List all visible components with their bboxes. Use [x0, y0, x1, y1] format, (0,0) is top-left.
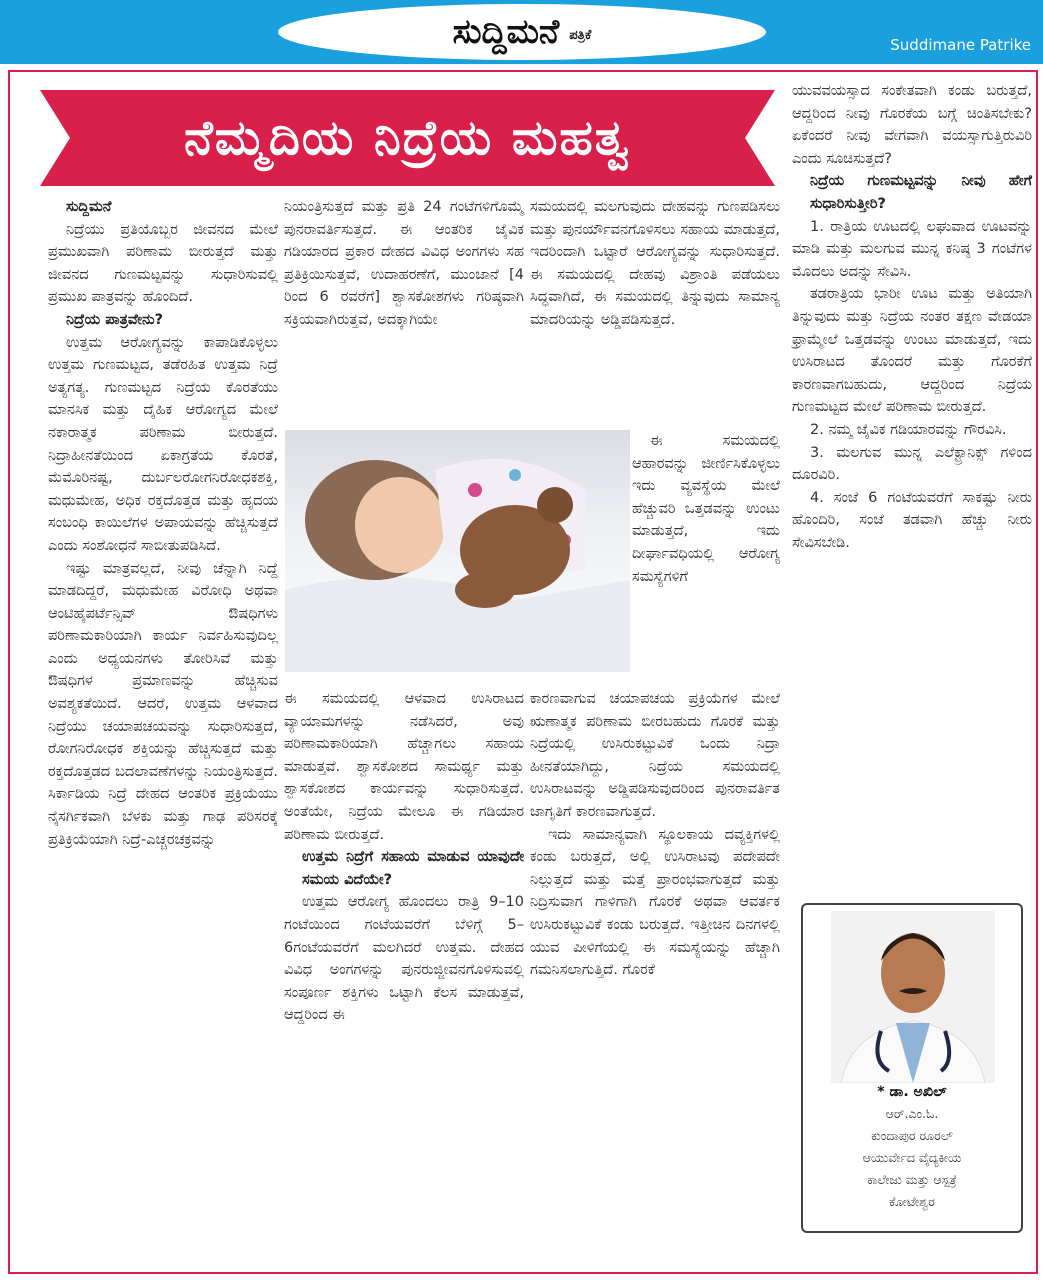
sleeping-child-illustration [285, 430, 630, 672]
author-title: ಆರ್.ಎಂ.ಓ. [885, 1106, 939, 1121]
paragraph: 3. ಮಲಗುವ ಮುನ್ನ ಎಲೆಕ್ಟ್ರಾನಿಕ್ಸ್ ಗಳಿಂದ ದೂರವಿರಿ. [792, 444, 1032, 484]
sleeping-child-photo [285, 430, 630, 672]
byline: ಸುದ್ದಿಮನೆ [66, 199, 112, 215]
brand-english: Suddimane Patrike [890, 36, 1031, 54]
author-location: ಕೋಟೇಶ್ವರ [889, 1194, 935, 1209]
logo-subtext: ಪತ್ರಿಕೆ [569, 27, 592, 43]
column-3-bottom [530, 688, 780, 982]
paragraph: ಈ ಸಮಯದಲ್ಲಿ ಆಳವಾದ ಉಸಿರಾಟದ ವ್ಯಾಯಾಮಗಳನ್ನು ನಡೆಸಿದರೆ, ಅವು ಪರಿಣಾಮಕಾರಿಯಾಗಿ ಹೆಚ್ಚಾಗಲು ಸಹಾಯ ಮಾಡುತ್ತವೆ. ಶ್ವಾಸಕೋಶದ ಸಾಮರ್ಥ್ಯ ಮತ್ತು ಶ್ವಾಸಕೋಶದ ಕಾರ್ಯವನ್ನು ಸುಧಾರಿಸುತ್ತದೆ. ಅಂತೆಯೇ, ನಿದ್ರೆಯ ಮೇಲೂ ಈ ಗಡಿಯಾರ ಪರಿಣಾಮ ಬೀರುತ್ತದೆ. [284, 691, 524, 843]
paragraph: ಯುವವಯಸ್ಸಾದ ಸಂಕೇತವಾಗಿ ಕಂಡು ಬರುತ್ತದೆ, ಆದ್ದರಿಂದ ನೀವು ಗೊರಕೆಯ ಬಗ್ಗೆ ಚಿಂತಿಸಬೇಕು? ಏಕೆಂದರೆ ನೀವು ವೇಗವಾಗಿ ವಯಸ್ಸಾಗುತ್ತಿರುವಿರಿ ಎಂದು ಸೂಚಿಸುತ್ತದೆ? [792, 83, 1032, 167]
column-3-top [530, 196, 780, 332]
paragraph: ಉತ್ತಮ ಆರೋಗ್ಯವನ್ನು ಕಾಪಾಡಿಕೊಳ್ಳಲು ಉತ್ತಮ ಗುಣಮಟ್ಟದ, ತಡೆರಹಿತ ಉತ್ತಮ ನಿದ್ರೆ ಅತ್ಯಗತ್ಯ. ಗುಣಮಟ್ಟದ ನಿದ್ರೆಯ ಕೊರತೆಯು ಮಾನಸಿಕ ಮತ್ತು ದೈಹಿಕ ಆರೋಗ್ಯದ ಮೇಲೆ ನಕಾರಾತ್ಮಕ ಪರಿಣಾಮ ಬೀರುತ್ತದೆ. ನಿದ್ರಾಹೀನತೆಯಿಂದ ಏಕಾಗ್ರತೆಯ ಕೊರತೆ, ಮೆಮೊರಿನಷ್ಟ, ದುರ್ಬಲರೋಗನಿರೋಧಕಶಕ್ತಿ, ಮಧುಮೇಹ, ಅಧಿಕ ರಕ್ತದೊತ್ತಡ ಮತ್ತು ಹೃದಯ ಸಂಬಂಧಿ ಕಾಯಿಲೆಗಳ ಅಪಾಯವನ್ನು ಹೆಚ್ಚಿಸುತ್ತದೆ ಎಂದು ಸಂಶೋಧನೆ ಸಾಬೀತುಪಡಿಸಿದೆ. [48, 334, 278, 554]
paragraph: ಕಾರಣವಾಗುವ ಚಯಾಪಚಯ ಪ್ರಕ್ರಿಯೆಗಳ ಮೇಲೆ ಋಣಾತ್ಮಕ ಪರಿಣಾಮ ಬೀರಬಹುದು ಗೊರಕೆ ಮತ್ತು ನಿದ್ರೆಯಲ್ಲಿ ಉಸಿರುಕಟ್ಟುವಿಕೆ ಒಂದು ನಿದ್ರಾ ಹೀನತೆಯಾಗಿದ್ದು, ನಿದ್ರೆಯ ಸಮಯದಲ್ಲಿ ಉಸಿರಾಟವನ್ನು ಅಡ್ಡಿಪಡಿಸುವುದರಿಂದ ಪುನರಾವರ್ತಿತ ಜಾಗೃತಿಗೆ ಕಾರಣವಾಗುತ್ತದೆ. [530, 691, 780, 820]
author-affiliation: ಕುಂದಾಪುರ ರೂರಲ್ [871, 1128, 953, 1143]
subheading: ಉತ್ತಮ ನಿದ್ರೆಗೆ ಸಹಾಯ ಮಾಡುವ ಯಾವುದೇ ಸಮಯ ವಿದೆಯೇ? [302, 849, 524, 888]
paragraph: ತಡರಾತ್ರಿಯ ಭಾರೀ ಊಟ ಮತ್ತು ಅತಿಯಾಗಿ ತಿನ್ನುವುದು ಮತ್ತು ನಿದ್ರೆಯ ನಂತರ ತಕ್ಷಣ ವೇಡಯಾ ಫ್ರಾಮ್ಮೇಲೆ ಒತ್ತಡವನ್ನು ಉಂಟು ಮಾಡುತ್ತದೆ, ಇದು ಉಸಿರಾಟದ ತೊಂದರೆ ಮತ್ತು ಗೊರಕೆಗೆ ಕಾರಣವಾಗಬಹುದು, ಆದ್ದರಿಂದ ನಿದ್ರೆಯ ಗುಣಮಟ್ಟದ ಮೇಲೆ ಪರಿಣಾಮ ಬೀರುತ್ತದೆ. [792, 286, 1032, 416]
title-banner [40, 90, 775, 186]
column-4 [792, 80, 1032, 554]
author-caption [803, 1081, 1021, 1213]
column-2-top [284, 196, 524, 332]
doctor-portrait-illustration [831, 911, 995, 1083]
paragraph: ನಿಯಂತ್ರಿಸುತ್ತದೆ ಮತ್ತು ಪ್ರತಿ 24 ಗಂಟೆಗಳಿಗೊಮ್ಮೆ ಪುನರಾವರ್ತಿಸುತ್ತದೆ. ಈ ಆಂತರಿಕ ಜೈವಿಕ ಗಡಿಯಾರದ ಪ್ರಕಾರ ದೇಹದ ವಿವಿಧ ಅಂಗಗಳು ಸಹ ಪ್ರತಿಕ್ರಿಯಿಸುತ್ತವೆ, ಉದಾಹರಣೆಗೆ, ಮುಂಜಾನೆ [4 ರಿಂದ 6 ರವರೆಗೆ] ಶ್ವಾಸಕೋಶಗಳು ಗರಿಷ್ಠವಾಗಿ ಸಕ್ರಿಯವಾಗಿರುತ್ತವೆ, ಅದಕ್ಕಾಗಿಯೇ [284, 199, 524, 328]
column-1 [48, 196, 278, 851]
subheading: ನಿದ್ರೆಯ ಗುಣಮಟ್ಟವನ್ನು ನೀವು ಹೇಗೆ ಸುಧಾರಿಸುತ್ತೀರಿ? [810, 173, 1032, 212]
paragraph: 2. ನಮ್ಮ ಜೈವಿಕ ಗಡಿಯಾರವನ್ನು ಗೌರವಿಸಿ. [810, 421, 1007, 438]
logo-text: ಸುದ್ದಿಮನೆ [452, 12, 560, 52]
column-2-bottom [284, 688, 524, 1027]
author-box [801, 903, 1023, 1233]
paragraph: ನಿದ್ರೆಯು ಪ್ರತಿಯೊಬ್ಬರ ಜೀವನದ ಮೇಲೆ ಪ್ರಮುಖವಾಗಿ ಪರಿಣಾಮ ಬೀರುತ್ತದೆ ಮತ್ತು ಜೀವನದ ಗುಣಮಟ್ಟವನ್ನು ಸುಧಾರಿಸುವಲ್ಲಿ ಪ್ರಮುಖ ಪಾತ್ರವನ್ನು ಹೊಂದಿದೆ. [48, 221, 278, 306]
author-affiliation: ಆಯುರ್ವೇದ ವೈದ್ಯಕೀಯ [862, 1150, 962, 1165]
paragraph: ಉತ್ತಮ ಆರೋಗ್ಯ ಹೊಂದಲು ರಾತ್ರಿ 9–10 ಗಂಟೆಯಿಂದ ಗಂಟೆಯವರೆಗೆ ಬೆಳಿಗ್ಗೆ 5–6ಗಂಟೆಯವರೆಗೆ ಮಲಗಿದರೆ ಉತ್ತಮ. ದೇಹದ ವಿವಿಧ ಅಂಗಗಳನ್ನು ಪುನರುಜ್ಜೀವನಗೊಳಿಸುವಲ್ಲಿ ಸಂಪೂರ್ಣ ಶಕ್ತಿಗಳು ಒಟ್ಟಾಗಿ ಕೆಲಸ ಮಾಡುತ್ತವೆ, ಆದ್ದರಿಂದ ಈ [284, 894, 524, 1024]
paragraph: 1. ರಾತ್ರಿಯ ಊಟದಲ್ಲಿ ಲಘುವಾದ ಊಟವನ್ನು ಮಾಡಿ ಮತ್ತು ಮಲಗುವ ಮುನ್ನ ಕನಿಷ್ಠ 3 ಗಂಟೆಗಳ ಮೊದಲು ಅದನ್ನು ಸೇವಿಸಿ. [792, 218, 1032, 280]
author-photo [831, 911, 995, 1083]
subheading: ನಿದ್ರೆಯ ಪಾತ್ರವೇನು? [66, 311, 164, 328]
paragraph: ಇದು ಸಾಮಾನ್ಯವಾಗಿ ಸ್ಥೂಲಕಾಯ ದವ್ಯಕ್ತಿಗಳಲ್ಲಿ ಕಂಡು ಬರುತ್ತದೆ, ಅಲ್ಲಿ ಉಸಿರಾಟವು ಪದೇಪದೇ ನಿಲ್ಲುತ್ತದೆ ಮತ್ತು ಮತ್ತೆ ಪ್ರಾರಂಭವಾಗುತ್ತದೆ ಮತ್ತು ನಿದ್ರಿಸುವಾಗ ಗಾಳಿಗಾಗಿ ಗೊರಕೆ ಅಥವಾ ಆವರ್ತಕ ಉಸಿರುಕಟ್ಟುವಿಕೆ ಕಂಡು ಬರುತ್ತದೆ. ಇತ್ತೀಚಿನ ದಿನಗಳಲ್ಲಿ ಯುವ ಪೀಳಿಗೆಯಲ್ಲಿ ಈ ಸಮಸ್ಯೆಯನ್ನು ಹೆಚ್ಚಾಗಿ ಗಮನಿಸಲಾಗುತ್ತಿದೆ. ಗೊರಕೆ [530, 826, 780, 979]
masthead-logo [278, 4, 766, 60]
paragraph: ಸಮಯದಲ್ಲಿ ಮಲಗುವುದು ದೇಹವನ್ನು ಗುಣಪಡಿಸಲು ಮತ್ತು ಪುನರ್ಯೌವನಗೊಳಿಸಲು ಸಹಾಯ ಮಾಡುತ್ತದೆ, ಇದರಿಂದಾಗಿ ಒಟ್ಟಾರೆ ಆರೋಗ್ಯವನ್ನು ಸುಧಾರಿಸುತ್ತದೆ. ಈ ಸಮಯದಲ್ಲಿ ದೇಹವು ವಿಶ್ರಾಂತಿ ಪಡೆಯಲು ಸಿದ್ಧವಾಗಿದೆ, ಈ ಸಮಯದಲ್ಲಿ ತಿನ್ನುವುದು ಸಾಮಾನ್ಯ ಮಾದರಿಯನ್ನು ಅಡ್ಡಿಪಡಿಸುತ್ತದೆ. [530, 199, 780, 328]
column-3-middle [632, 430, 780, 588]
paragraph: ಇಷ್ಟು ಮಾತ್ರವಲ್ಲದೆ, ನೀವು ಚೆನ್ನಾಗಿ ನಿದ್ದೆ ಮಾಡದಿದ್ದರೆ, ಮಧುಮೇಹ ವಿರೋಧಿ ಅಥವಾ ಆಂಟಿಹೈಪರ್ಟೆನ್ಸಿವ್ ಔಷಧಿಗಳು ಪರಿಣಾಮಕಾರಿಯಾಗಿ ಕಾರ್ಯ ನಿರ್ವಹಿಸುವುದಿಲ್ಲ ಎಂದು ಅಧ್ಯಯನಗಳು ತೋರಿಸಿವೆ ಮತ್ತು ಔಷಧಿಗಳ ಪ್ರಮಾಣವನ್ನು ಹೆಚ್ಚಿಸುವ ಅವಶ್ಯಕತೆಯಿದೆ. ಆದರೆ, ಉತ್ತಮ ಆಳವಾದ ನಿದ್ರೆಯು ಚಯಾಪಚಯವನ್ನು ಸುಧಾರಿಸುತ್ತದೆ, ರೋಗನಿರೋಧಕ ಶಕ್ತಿಯನ್ನು ಹೆಚ್ಚಿಸುತ್ತದೆ ಮತ್ತು ರಕ್ತದೊತ್ತಡದ ಬದಲಾವಣೆಗಳನ್ನು ನಿಯಂತ್ರಿಸುತ್ತದೆ. ಸಿರ್ಕಾಡಿಯ ನಿದ್ರೆ ದೇಹದ ಆಂತರಿಕ ಪ್ರಕ್ರಿಯೆಯು ನೈಸರ್ಗಿಕವಾಗಿ ಬೆಳಕು ಮತ್ತು ಗಾಢ ಪರಿಸರಕ್ಕೆ ಪ್ರತಿಕ್ರಿಯೆಯಾಗಿ ನಿದ್ರೆ-ಎಚ್ಚರಚಕ್ರವನ್ನು [48, 560, 278, 848]
paragraph: ಈ ಸಮಯದಲ್ಲಿ ಆಹಾರವನ್ನು ಜೀರ್ಣಿಸಿಕೊಳ್ಳಲು ಇದು ವ್ಯವಸ್ಥೆಯ ಮೇಲೆ ಹೆಚ್ಚುವರಿ ಒತ್ತಡವನ್ನು ಉಂಟು ಮಾಡುತ್ತದೆ, ಇದು ದೀರ್ಘಾವಧಿಯಲ್ಲಿ ಆರೋಗ್ಯ ಸಮಸ್ಯೆಗಳಿಗೆ [632, 433, 780, 585]
article-title: ನೆಮ್ಮದಿಯ ನಿದ್ರೆಯ ಮಹತ್ವ [184, 109, 631, 166]
paragraph: 4. ಸಂಜೆ 6 ಗಂಟೆಯವರೆಗೆ ಸಾಕಷ್ಟು ನೀರು ಹೊಂದಿರಿ, ಸಂಜೆ ತಡವಾಗಿ ಹೆಚ್ಚು ನೀರು ಸೇವಿಸಬೇಡಿ. [792, 489, 1032, 551]
author-affiliation: ಕಾಲೇಜು ಮತ್ತು ಆಸ್ಪತ್ರೆ [867, 1172, 957, 1187]
author-name: * ಡಾ. ಅಖಿಲ್ [877, 1084, 947, 1100]
masthead [0, 0, 1043, 64]
